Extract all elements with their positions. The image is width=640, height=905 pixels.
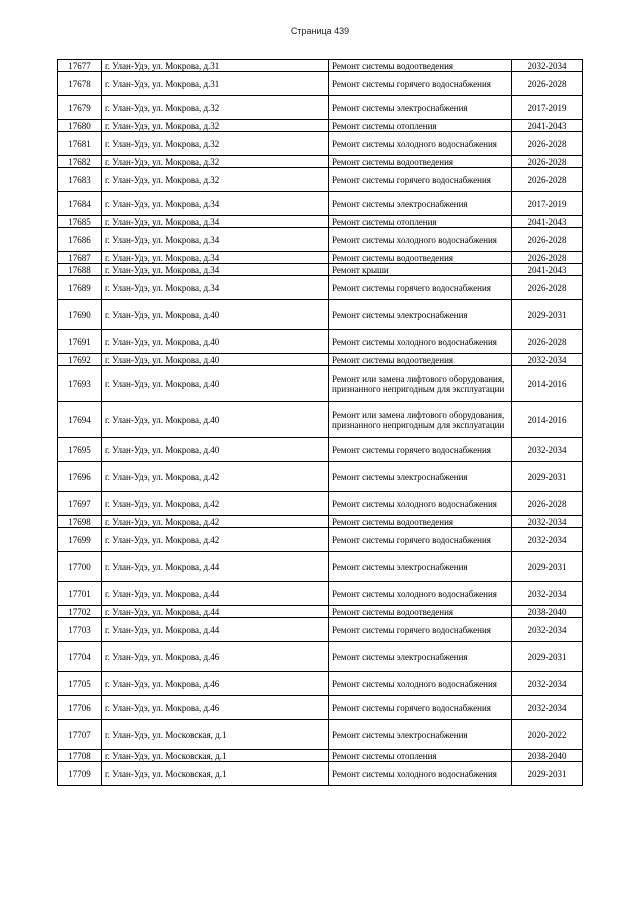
table-row <box>58 156 583 168</box>
row-number-cell: 17680 <box>58 120 102 132</box>
work-type-cell: Ремонт системы горячего водоснабжения <box>329 72 512 96</box>
row-number-cell: 17686 <box>58 228 102 252</box>
work-type-cell: Ремонт системы водоотведения <box>329 354 512 366</box>
address-cell: г. Улан-Удэ, ул. Мокрова, д.31 <box>102 72 329 96</box>
work-type-cell: Ремонт или замена лифтового оборудования, признанного непригодным для эксплуатации <box>329 366 512 402</box>
table-row <box>58 96 583 120</box>
table-row <box>58 672 583 696</box>
work-type-cell: Ремонт системы холодного водоснабжения <box>329 672 512 696</box>
work-type-cell: Ремонт системы водоотведения <box>329 252 512 264</box>
row-number-cell: 17694 <box>58 402 102 438</box>
address-cell: г. Улан-Удэ, ул. Мокрова, д.31 <box>102 60 329 72</box>
work-type-cell: Ремонт системы горячего водоснабжения <box>329 276 512 300</box>
work-type-cell: Ремонт системы водоотведения <box>329 60 512 72</box>
work-type-cell: Ремонт системы водоотведения <box>329 156 512 168</box>
row-number-cell: 17693 <box>58 366 102 402</box>
period-cell: 2038-2040 <box>512 606 583 618</box>
address-cell: г. Улан-Удэ, ул. Мокрова, д.32 <box>102 96 329 120</box>
address-cell: г. Улан-Удэ, ул. Мокрова, д.32 <box>102 156 329 168</box>
work-type-cell: Ремонт системы горячего водоснабжения <box>329 528 512 552</box>
period-cell: 2029-2031 <box>512 552 583 582</box>
work-type-cell: Ремонт системы водоотведения <box>329 516 512 528</box>
table-row <box>58 552 583 582</box>
period-cell: 2029-2031 <box>512 300 583 330</box>
table-row <box>58 606 583 618</box>
period-cell: 2032-2034 <box>512 60 583 72</box>
work-type-cell: Ремонт системы холодного водоснабжения <box>329 492 512 516</box>
work-type-cell: Ремонт или замена лифтового оборудования, признанного непригодным для эксплуатации <box>329 402 512 438</box>
address-cell: г. Улан-Удэ, ул. Московская, д.1 <box>102 762 329 786</box>
period-cell: 2032-2034 <box>512 582 583 606</box>
address-cell: г. Улан-Удэ, ул. Мокрова, д.44 <box>102 606 329 618</box>
address-cell: г. Улан-Удэ, ул. Московская, д.1 <box>102 750 329 762</box>
table-row <box>58 276 583 300</box>
period-cell: 2026-2028 <box>512 276 583 300</box>
period-cell: 2032-2034 <box>512 696 583 720</box>
period-cell: 2029-2031 <box>512 462 583 492</box>
table-row <box>58 192 583 216</box>
row-number-cell: 17682 <box>58 156 102 168</box>
work-type-cell: Ремонт системы холодного водоснабжения <box>329 762 512 786</box>
period-cell: 2032-2034 <box>512 354 583 366</box>
table-row <box>58 300 583 330</box>
row-number-cell: 17696 <box>58 462 102 492</box>
row-number-cell: 17698 <box>58 516 102 528</box>
work-type-cell: Ремонт системы холодного водоснабжения <box>329 330 512 354</box>
work-type-cell: Ремонт системы отопления <box>329 750 512 762</box>
period-cell: 2026-2028 <box>512 168 583 192</box>
period-cell: 2041-2043 <box>512 216 583 228</box>
table-row <box>58 366 583 402</box>
address-cell: г. Улан-Удэ, ул. Мокрова, д.32 <box>102 120 329 132</box>
row-number-cell: 17699 <box>58 528 102 552</box>
period-cell: 2020-2022 <box>512 720 583 750</box>
row-number-cell: 17700 <box>58 552 102 582</box>
table-row <box>58 642 583 672</box>
work-type-cell: Ремонт системы горячего водоснабжения <box>329 438 512 462</box>
table-row <box>58 252 583 264</box>
page-header: Страница 439 <box>290 26 350 36</box>
period-cell: 2029-2031 <box>512 762 583 786</box>
period-cell: 2026-2028 <box>512 228 583 252</box>
work-type-cell: Ремонт системы отопления <box>329 120 512 132</box>
address-cell: г. Улан-Удэ, ул. Мокрова, д.40 <box>102 366 329 402</box>
row-number-cell: 17685 <box>58 216 102 228</box>
period-cell: 2017-2019 <box>512 96 583 120</box>
period-cell: 2032-2034 <box>512 438 583 462</box>
address-cell: г. Улан-Удэ, ул. Мокрова, д.46 <box>102 642 329 672</box>
row-number-cell: 17681 <box>58 132 102 156</box>
period-cell: 2032-2034 <box>512 528 583 552</box>
period-cell: 2041-2043 <box>512 264 583 276</box>
address-cell: г. Улан-Удэ, ул. Мокрова, д.42 <box>102 492 329 516</box>
work-type-cell: Ремонт системы электроснабжения <box>329 720 512 750</box>
work-type-cell: Ремонт системы горячего водоснабжения <box>329 168 512 192</box>
period-cell: 2032-2034 <box>512 618 583 642</box>
address-cell: г. Улан-Удэ, ул. Мокрова, д.34 <box>102 216 329 228</box>
work-type-cell: Ремонт системы холодного водоснабжения <box>329 582 512 606</box>
row-number-cell: 17684 <box>58 192 102 216</box>
work-type-cell: Ремонт системы холодного водоснабжения <box>329 228 512 252</box>
period-cell: 2014-2016 <box>512 366 583 402</box>
period-cell: 2026-2028 <box>512 72 583 96</box>
row-number-cell: 17688 <box>58 264 102 276</box>
address-cell: г. Улан-Удэ, ул. Мокрова, д.34 <box>102 228 329 252</box>
period-cell: 2026-2028 <box>512 492 583 516</box>
address-cell: г. Улан-Удэ, ул. Мокрова, д.40 <box>102 402 329 438</box>
table-row <box>58 120 583 132</box>
row-number-cell: 17702 <box>58 606 102 618</box>
row-number-cell: 17708 <box>58 750 102 762</box>
table-row <box>58 354 583 366</box>
work-type-cell: Ремонт системы электроснабжения <box>329 462 512 492</box>
table-row <box>58 330 583 354</box>
row-number-cell: 17690 <box>58 300 102 330</box>
work-type-cell: Ремонт системы электроснабжения <box>329 300 512 330</box>
row-number-cell: 17695 <box>58 438 102 462</box>
address-cell: г. Улан-Удэ, ул. Мокрова, д.46 <box>102 672 329 696</box>
table-row <box>58 462 583 492</box>
period-cell: 2029-2031 <box>512 642 583 672</box>
row-number-cell: 17677 <box>58 60 102 72</box>
table-body <box>58 60 583 786</box>
address-cell: г. Улан-Удэ, ул. Мокрова, д.40 <box>102 330 329 354</box>
work-type-cell: Ремонт крыши <box>329 264 512 276</box>
period-cell: 2026-2028 <box>512 330 583 354</box>
row-number-cell: 17707 <box>58 720 102 750</box>
row-number-cell: 17704 <box>58 642 102 672</box>
address-cell: г. Улан-Удэ, ул. Мокрова, д.34 <box>102 252 329 264</box>
period-cell: 2032-2034 <box>512 516 583 528</box>
table-row <box>58 582 583 606</box>
work-type-cell: Ремонт системы горячего водоснабжения <box>329 696 512 720</box>
table-row <box>58 618 583 642</box>
address-cell: г. Улан-Удэ, ул. Мокрова, д.40 <box>102 438 329 462</box>
address-cell: г. Улан-Удэ, ул. Мокрова, д.44 <box>102 618 329 642</box>
work-type-cell: Ремонт системы отопления <box>329 216 512 228</box>
period-cell: 2026-2028 <box>512 252 583 264</box>
period-cell: 2032-2034 <box>512 672 583 696</box>
row-number-cell: 17703 <box>58 618 102 642</box>
row-number-cell: 17706 <box>58 696 102 720</box>
table-row <box>58 168 583 192</box>
address-cell: г. Улан-Удэ, ул. Мокрова, д.32 <box>102 132 329 156</box>
work-type-cell: Ремонт системы холодного водоснабжения <box>329 132 512 156</box>
row-number-cell: 17705 <box>58 672 102 696</box>
table-row <box>58 438 583 462</box>
work-type-cell: Ремонт системы водоотведения <box>329 606 512 618</box>
table-row <box>58 762 583 786</box>
work-type-cell: Ремонт системы электроснабжения <box>329 96 512 120</box>
row-number-cell: 17709 <box>58 762 102 786</box>
address-cell: г. Улан-Удэ, ул. Мокрова, д.44 <box>102 552 329 582</box>
address-cell: г. Улан-Удэ, ул. Мокрова, д.40 <box>102 354 329 366</box>
row-number-cell: 17689 <box>58 276 102 300</box>
address-cell: г. Улан-Удэ, ул. Мокрова, д.34 <box>102 264 329 276</box>
period-cell: 2026-2028 <box>512 132 583 156</box>
table-row <box>58 132 583 156</box>
work-type-cell: Ремонт системы электроснабжения <box>329 642 512 672</box>
address-cell: г. Улан-Удэ, ул. Мокрова, д.42 <box>102 516 329 528</box>
table-row <box>58 228 583 252</box>
work-type-cell: Ремонт системы электроснабжения <box>329 552 512 582</box>
row-number-cell: 17697 <box>58 492 102 516</box>
table-row <box>58 516 583 528</box>
address-cell: г. Улан-Удэ, ул. Мокрова, д.34 <box>102 192 329 216</box>
table-row <box>58 528 583 552</box>
work-schedule-sheet <box>57 59 583 786</box>
work-type-cell: Ремонт системы горячего водоснабжения <box>329 618 512 642</box>
address-cell: г. Улан-Удэ, ул. Мокрова, д.32 <box>102 168 329 192</box>
table-row <box>58 720 583 750</box>
row-number-cell: 17678 <box>58 72 102 96</box>
period-cell: 2017-2019 <box>512 192 583 216</box>
table-row <box>58 216 583 228</box>
address-cell: г. Улан-Удэ, ул. Мокрова, д.42 <box>102 462 329 492</box>
row-number-cell: 17687 <box>58 252 102 264</box>
work-schedule-table <box>57 59 583 786</box>
address-cell: г. Улан-Удэ, ул. Московская, д.1 <box>102 720 329 750</box>
period-cell: 2041-2043 <box>512 120 583 132</box>
table-row <box>58 72 583 96</box>
address-cell: г. Улан-Удэ, ул. Мокрова, д.34 <box>102 276 329 300</box>
period-cell: 2014-2016 <box>512 402 583 438</box>
table-row <box>58 696 583 720</box>
table-row <box>58 750 583 762</box>
period-cell: 2026-2028 <box>512 156 583 168</box>
address-cell: г. Улан-Удэ, ул. Мокрова, д.42 <box>102 528 329 552</box>
row-number-cell: 17701 <box>58 582 102 606</box>
row-number-cell: 17679 <box>58 96 102 120</box>
row-number-cell: 17692 <box>58 354 102 366</box>
table-row <box>58 492 583 516</box>
table-row <box>58 60 583 72</box>
period-cell: 2038-2040 <box>512 750 583 762</box>
address-cell: г. Улан-Удэ, ул. Мокрова, д.44 <box>102 582 329 606</box>
row-number-cell: 17691 <box>58 330 102 354</box>
address-cell: г. Улан-Удэ, ул. Мокрова, д.46 <box>102 696 329 720</box>
table-row <box>58 264 583 276</box>
work-type-cell: Ремонт системы электроснабжения <box>329 192 512 216</box>
address-cell: г. Улан-Удэ, ул. Мокрова, д.40 <box>102 300 329 330</box>
table-row <box>58 402 583 438</box>
row-number-cell: 17683 <box>58 168 102 192</box>
